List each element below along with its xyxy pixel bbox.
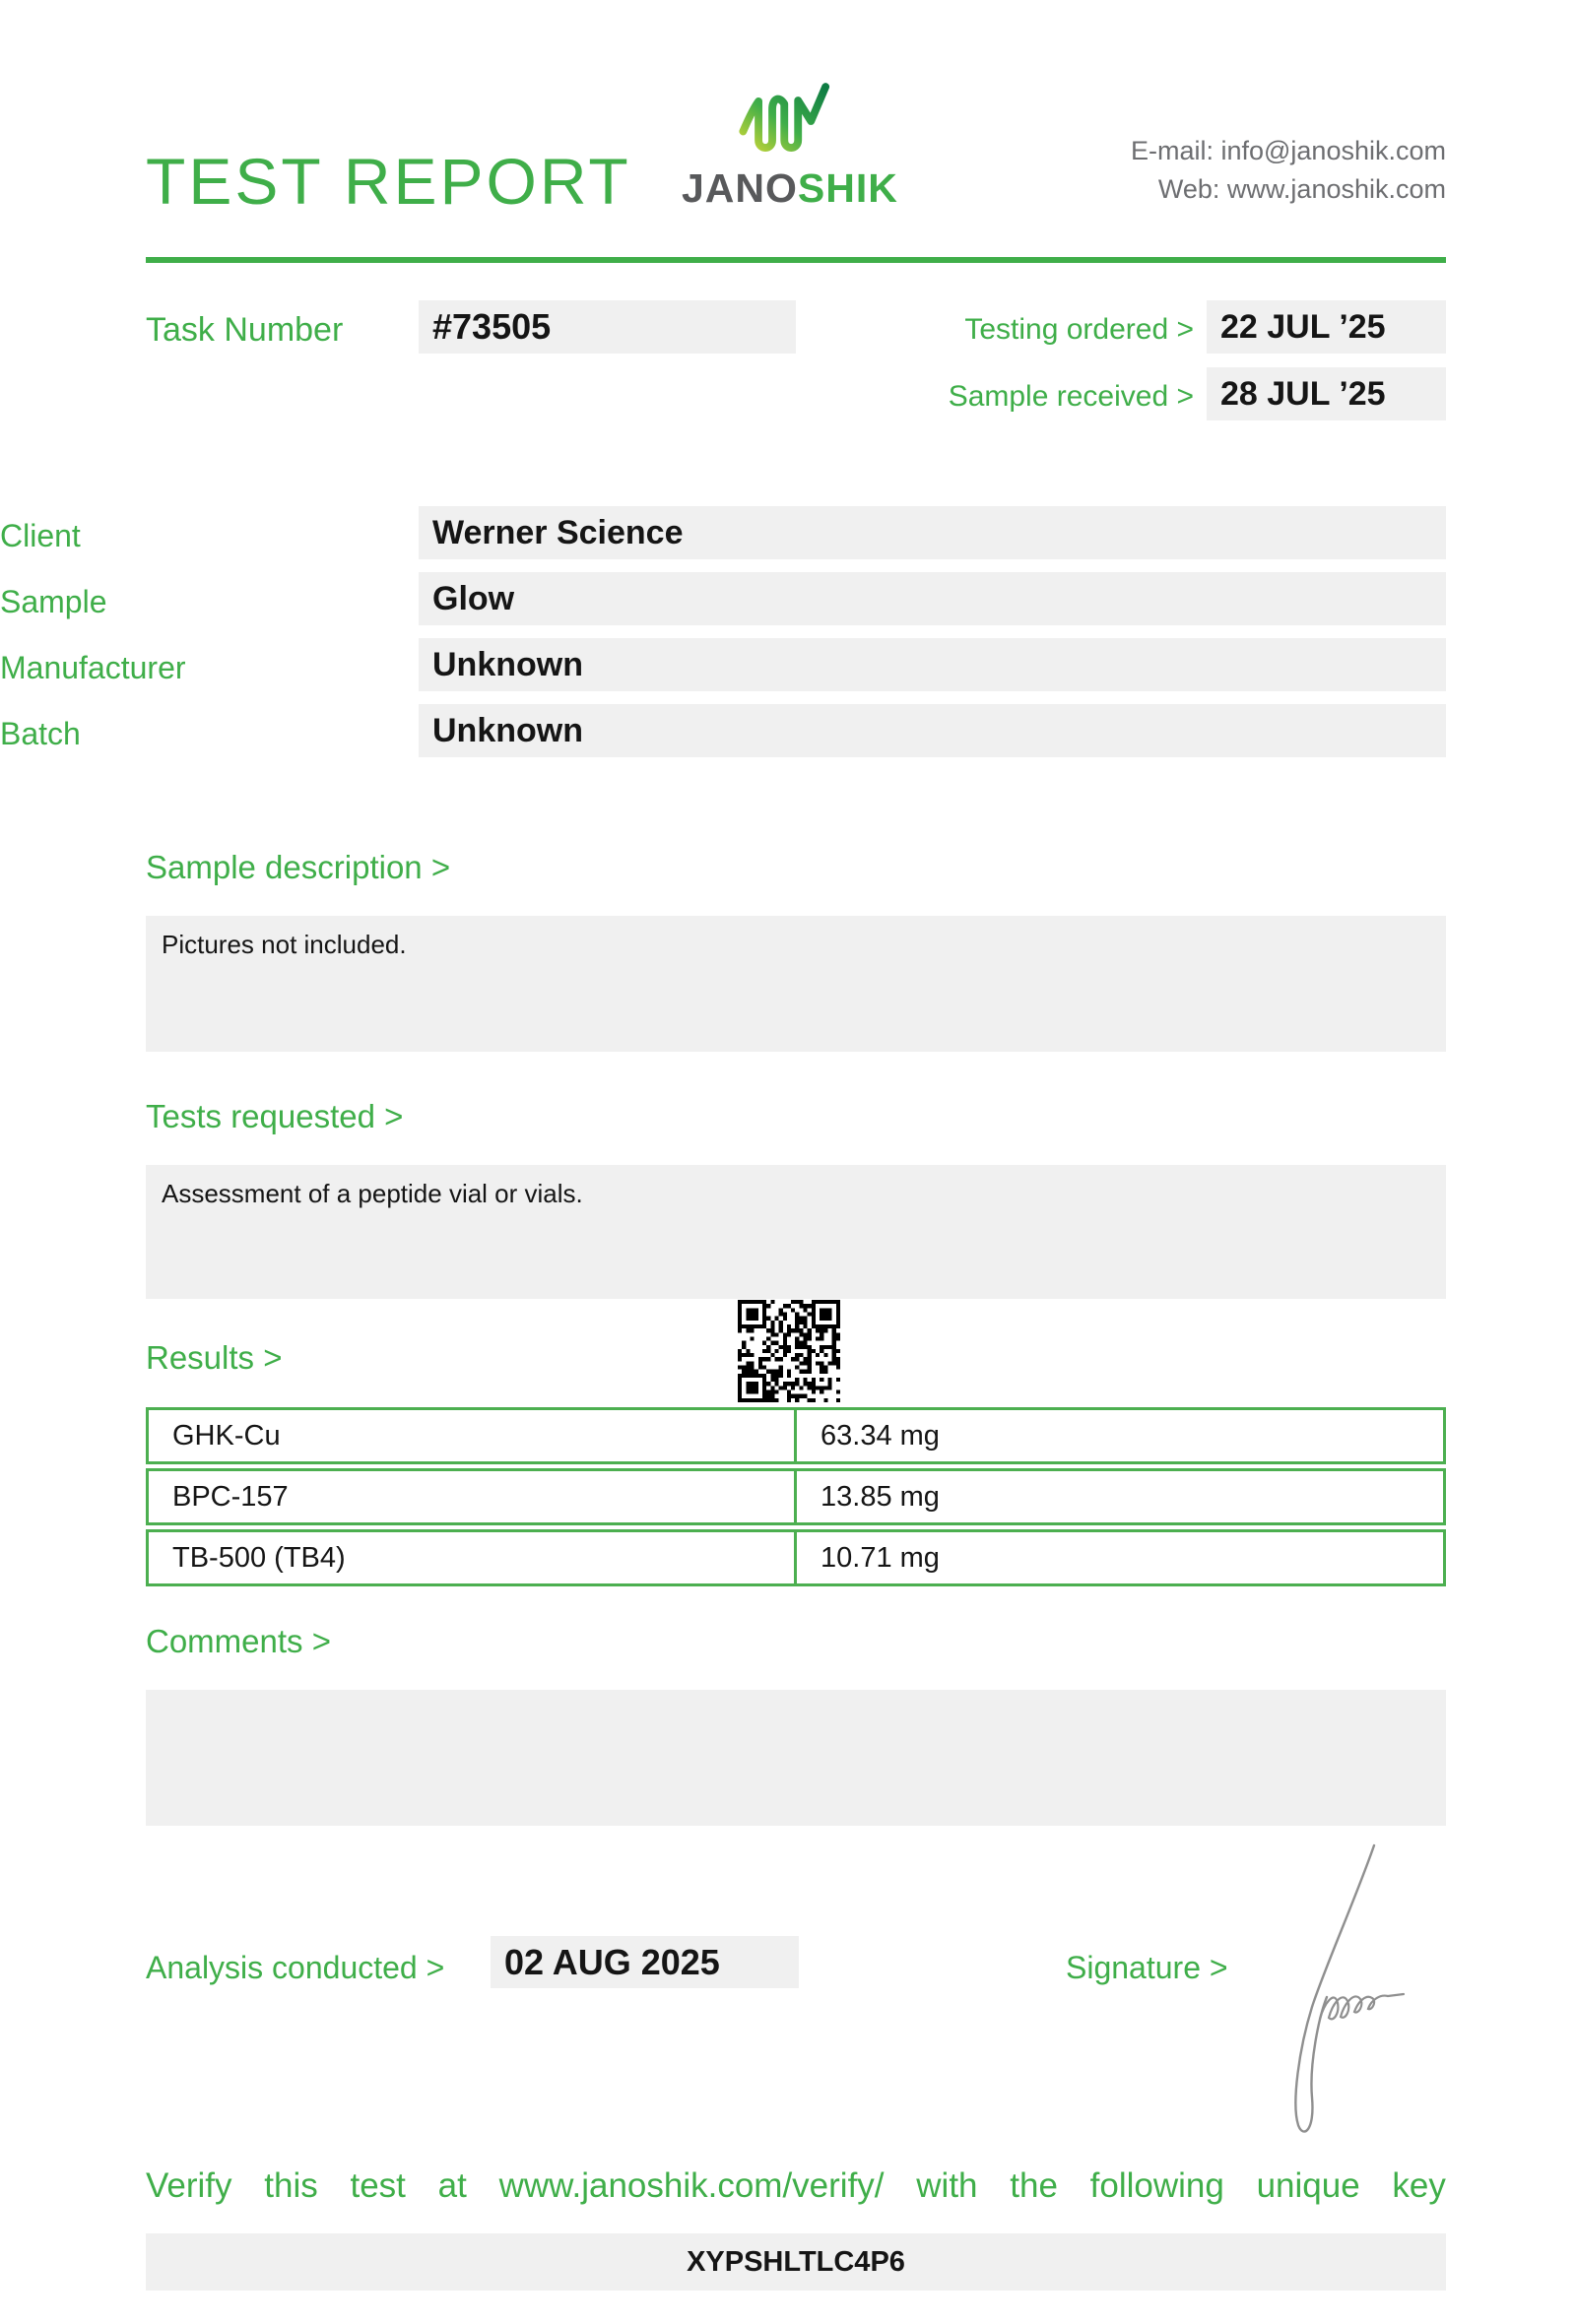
sample-description-heading: Sample description > [146, 849, 451, 885]
results-table [146, 1407, 1446, 1590]
brand-wordmark [682, 165, 898, 212]
manufacturer-value: Unknown [419, 638, 1446, 691]
comments-heading: Comments > [146, 1623, 331, 1659]
analyte-name-cell: GHK-Cu [149, 1410, 797, 1461]
sample-description-box: Pictures not included. [146, 916, 1446, 1052]
growth-chart-icon [739, 79, 833, 163]
results-heading: Results > [146, 1339, 283, 1376]
batch-label: Batch [0, 716, 81, 751]
analysis-conducted-label: Analysis conducted > [146, 1950, 445, 1985]
web-text: Web: www.janoshik.com [1157, 174, 1446, 204]
client-label: Client [0, 518, 81, 553]
sample-received-label: Sample received > [948, 380, 1194, 413]
task-number-value: #73505 [419, 300, 796, 354]
verify-key-value: XYPSHLTLC4P6 [687, 2245, 905, 2278]
table-row [146, 1529, 1446, 1586]
brand-wordmark-dark: JANO [682, 165, 798, 211]
verify-instruction: Verify this test at www.janoshik.com/verify/ with the following unique key [146, 2166, 1446, 2205]
page-title: TEST REPORT [146, 145, 631, 218]
batch-value: Unknown [419, 704, 1446, 757]
analyte-amount-cell: 13.85 mg [821, 1480, 940, 1513]
client-value: Werner Science [419, 506, 1446, 559]
testing-ordered-label: Testing ordered > [964, 313, 1194, 346]
qr-code [738, 1300, 840, 1402]
verify-key-box [146, 2233, 1446, 2291]
analysis-date-value: 02 AUG 2025 [491, 1936, 799, 1988]
task-number-label: Task Number [146, 311, 344, 349]
manufacturer-label: Manufacturer [0, 650, 186, 685]
header-divider [146, 257, 1446, 263]
brand-wordmark-green: SHIK [797, 165, 898, 211]
analyte-amount-cell: 63.34 mg [821, 1419, 940, 1452]
analyte-name-cell: BPC-157 [149, 1471, 797, 1522]
comments-box [146, 1690, 1446, 1826]
signature-label: Signature > [1066, 1950, 1228, 1985]
sample-label: Sample [0, 584, 107, 619]
tests-requested-box: Assessment of a peptide vial or vials. [146, 1165, 1446, 1299]
tests-requested-heading: Tests requested > [146, 1098, 404, 1134]
sample-received-value: 28 JUL ’25 [1207, 367, 1446, 420]
sample-value: Glow [419, 572, 1446, 625]
table-row [146, 1468, 1446, 1525]
contact-block [1131, 132, 1446, 209]
testing-ordered-value: 22 JUL ’25 [1207, 300, 1446, 354]
handwritten-signature [1266, 1840, 1443, 2147]
analyte-name-cell: TB-500 (TB4) [149, 1532, 797, 1583]
email-text: E-mail: info@janoshik.com [1130, 136, 1446, 165]
table-row [146, 1407, 1446, 1464]
analyte-amount-cell: 10.71 mg [821, 1541, 940, 1574]
